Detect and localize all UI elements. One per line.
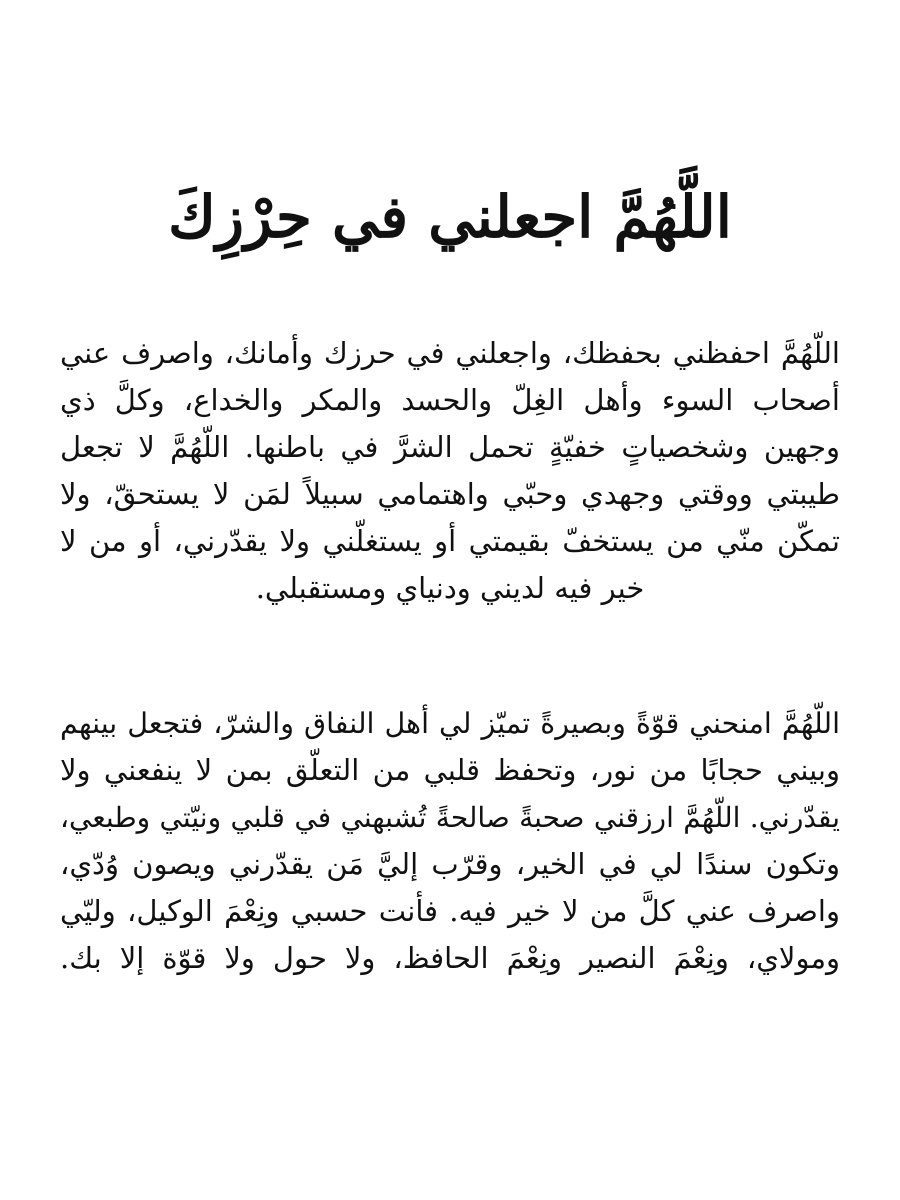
paragraph-line: وبيني حجابًا من نور، وتحفظ قلبي من التعلّق بمن لا ينفعني ولا bbox=[60, 753, 840, 787]
paragraph-2 bbox=[60, 700, 840, 982]
paragraph-line: تمكّن منّي من يستخفّ بقيمتي أو يستغلّني ولا يقدّرني، أو من لا bbox=[60, 524, 840, 558]
paragraph-line: اللّهُمَّ احفظني بحفظك، واجعلني في حرزك وأمانك، واصرف عني bbox=[60, 336, 840, 370]
paragraph-line: وتكون سندًا لي في الخير، وقرّب إليَّ مَن يقدّرني ويصون وُدّي، bbox=[60, 847, 840, 881]
paragraph-line: واصرف عني كلَّ من لا خير فيه. فأنت حسبي ونِعْمَ الوكيل، وليّي bbox=[60, 894, 840, 928]
paragraph-line: طيبتي ووقتي وجهدي وحبّي واهتمامي سبيلاً لمَن لا يستحقّ، ولا bbox=[60, 477, 840, 511]
paragraph-line: ومولاي، ونِعْمَ النصير ونِعْمَ الحافظ، ولا حول ولا قوّة إلا بك. bbox=[60, 941, 840, 975]
paragraph-line: خير فيه لديني ودنياي ومستقبلي. bbox=[255, 571, 645, 605]
paragraph-1 bbox=[60, 330, 840, 612]
page-title: اللَّهُمَّ اجعلني في حِرْزِكَ bbox=[168, 183, 732, 251]
paragraph-line: أصحاب السوء وأهل الغِلّ والحسد والمكر والخداع، وكلَّ ذي bbox=[60, 383, 840, 417]
paragraph-line: وجهين وشخصياتٍ خفيّةٍ تحمل الشرَّ في باطنها. اللّهُمَّ لا تجعل bbox=[60, 430, 840, 464]
paragraph-line: يقدّرني. اللّهُمَّ ارزقني صحبةً صالحةً تُشبهني في قلبي ونيّتي وطبعي، bbox=[60, 801, 840, 834]
paragraph-line: اللّهُمَّ امنحني قوّةً وبصيرةً تميّز لي أهل النفاق والشرّ، فتجعل بينهم bbox=[60, 707, 840, 740]
